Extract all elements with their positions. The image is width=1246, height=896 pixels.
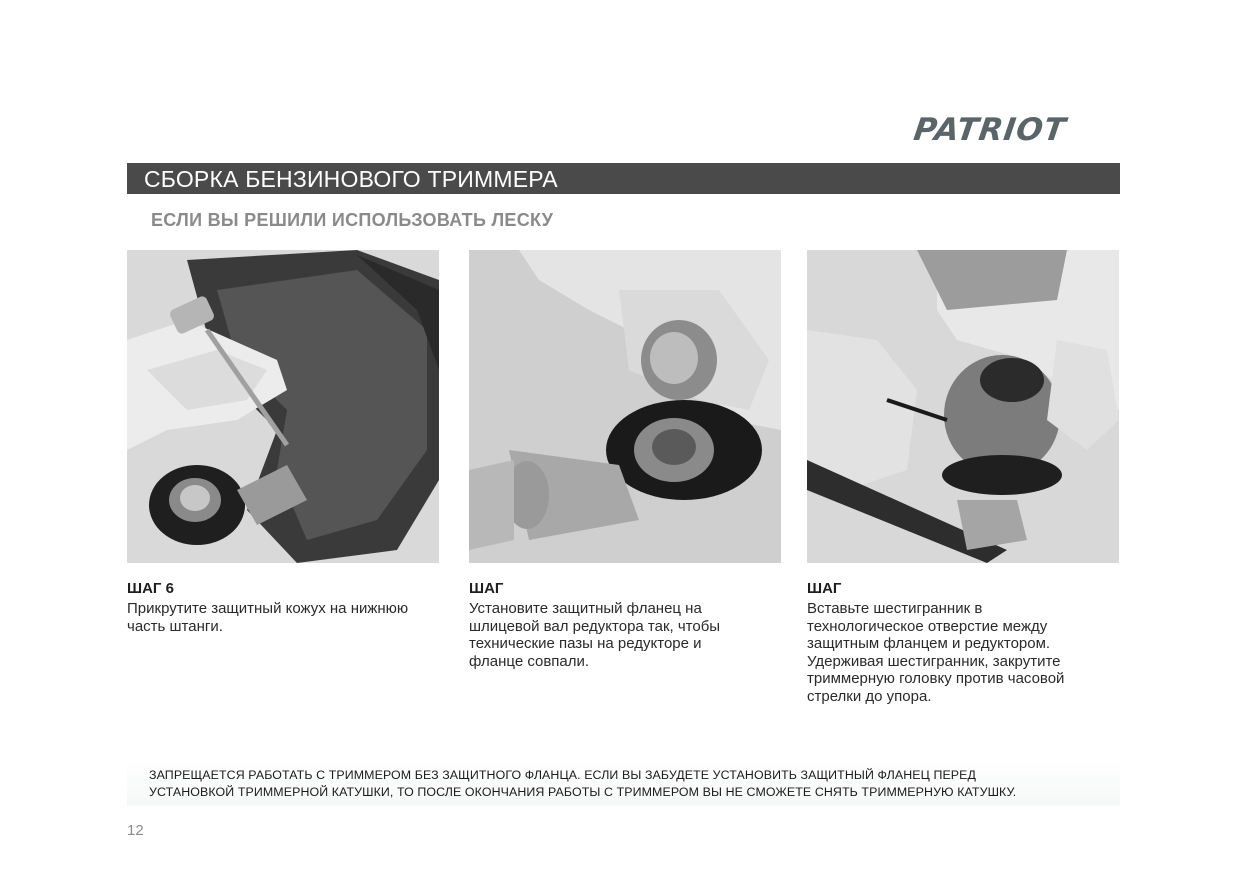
trimmer-head-photo	[807, 250, 1119, 563]
warning-box	[127, 760, 1120, 806]
step-heading: ШАГ	[807, 580, 842, 597]
brand-logo: PATRIOT	[911, 112, 1069, 148]
section-title-bar	[127, 163, 1120, 194]
step-text: Вставьте шестигранник в технологическое отверстие между защитным фланцем и редуктором. Удерживая шестигранник, закрутите триммерную головку против часовой стрелки до упора.	[807, 600, 1065, 705]
warning-text	[149, 767, 1109, 801]
warning-line: УСТАНОВКОЙ ТРИММЕРНОЙ КАТУШКИ, ТО ПОСЛЕ ОКОНЧАНИЯ РАБОТЫ С ТРИММЕРОМ ВЫ НЕ СМОЖЕТЕ СНЯТЬ ТРИММЕРНУЮ КАТУШКУ.	[149, 785, 1017, 799]
section-subtitle: ЕСЛИ ВЫ РЕШИЛИ ИСПОЛЬЗОВАТЬ ЛЕСКУ	[151, 210, 554, 230]
step-block	[807, 580, 1125, 705]
step-block	[469, 580, 787, 670]
flange-install-photo	[469, 250, 781, 563]
warning-line: ЗАПРЕЩАЕТСЯ РАБОТАТЬ С ТРИММЕРОМ БЕЗ ЗАЩИТНОГО ФЛАНЦА. ЕСЛИ ВЫ ЗАБУДЕТЕ УСТАНОВИТЬ ЗАЩИТНЫЙ ФЛАНЕЦ ПЕРЕД	[149, 768, 977, 782]
step-text: Прикрутите защитный кожух на нижнюю часть штанги.	[127, 600, 409, 635]
step-block	[127, 580, 445, 635]
guard-screwdriver-photo	[127, 250, 439, 563]
step-text: Установите защитный фланец на шлицевой вал редуктора так, чтобы технические пазы на редукторе и фланце совпали.	[469, 600, 721, 670]
step-heading: ШАГ	[469, 580, 504, 597]
section-title: СБОРКА БЕНЗИНОВОГО ТРИММЕРА	[144, 166, 558, 192]
step-heading: ШАГ 6	[127, 580, 174, 597]
page-number: 12	[127, 822, 144, 839]
